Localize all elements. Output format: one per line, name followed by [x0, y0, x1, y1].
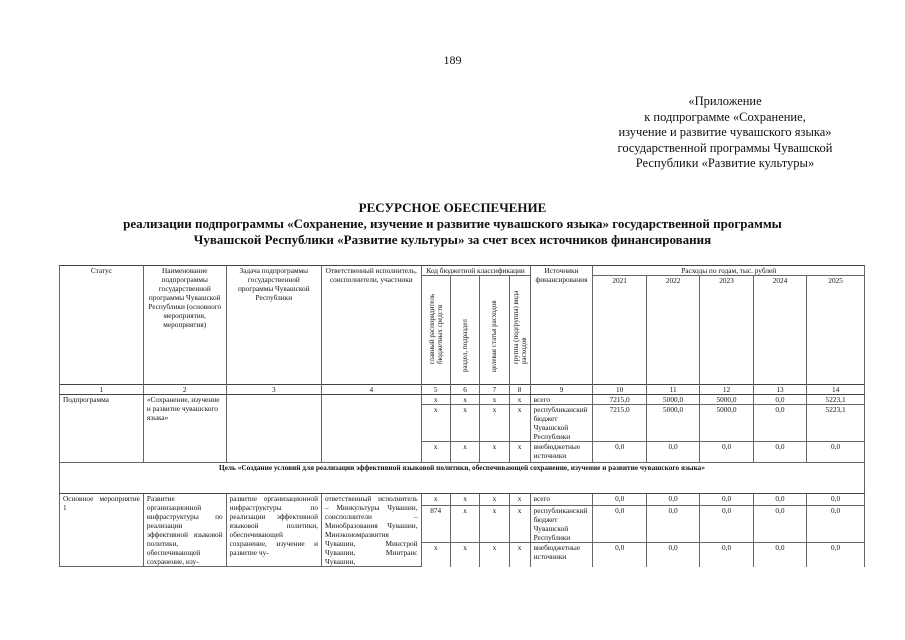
header-year: 2022	[646, 276, 699, 287]
page-number: 189	[443, 53, 462, 67]
column-number: 8	[509, 385, 530, 395]
header-code-col: группа (подгруппа) вида расходов	[509, 276, 530, 385]
appendix-line: изучение и развитие чувашского языка»	[618, 125, 832, 139]
document-title	[40, 200, 865, 248]
header-expenses: Расходы по годам, тыс. рублей	[593, 266, 865, 276]
row-source: всего	[530, 494, 593, 506]
row-source: внебюджетные источники	[530, 542, 593, 567]
goal-row	[60, 463, 865, 494]
title-line-3: Чувашской Республики «Развитие культуры» за счет всех источников финансирования	[193, 232, 712, 247]
appendix-line: государственной программы Чувашской	[617, 140, 833, 155]
row-responsible: ответственный исполнитель – Минкультуры Чувашии, соисполнители – Минобразования Чувашии, Минэкономразвития Чувашии, Минстрой Чувашии, Минтранс Чувашии,	[321, 494, 421, 567]
column-number: 13	[753, 385, 806, 395]
column-number: 10	[593, 385, 646, 395]
column-number: 11	[646, 385, 699, 395]
resource-table	[59, 265, 865, 567]
header-year: 2021	[593, 276, 646, 287]
table-row: х х х х внебюджетные источники 0,0 0,0 0,0 0,0 0,0	[60, 542, 865, 567]
column-number: 14	[807, 385, 865, 395]
header-year: 2024	[753, 276, 806, 287]
row-status: Основное мероприятие 1	[60, 494, 144, 567]
header-year: 2025	[807, 276, 865, 287]
table-row: х х х х внебюджетные источники 0,0 0,0 0,0 0,0 0,0	[60, 442, 865, 463]
header-row	[60, 266, 865, 276]
column-number: 4	[321, 385, 421, 395]
column-number: 5	[421, 385, 450, 395]
column-number-row	[60, 385, 865, 395]
header-code-col: целевая статья расходов	[480, 276, 509, 385]
column-number: 6	[450, 385, 479, 395]
header-code-col: раздел, подраздел	[450, 276, 479, 385]
table-row: Подпрограмма «Сохранение, изучение и развитие чувашского языка» х х х х всего 7215,0 5000,0 5000,0 0,0 5223,1	[60, 395, 865, 405]
header-sources: Источники финансирования	[530, 266, 593, 385]
goal-text: Цель «Создание условий для реализации эффективной языковой политики, обеспечивающей сохранение, изучение и развитие чувашского языка»	[60, 463, 865, 494]
column-number: 2	[143, 385, 226, 395]
column-number: 7	[480, 385, 509, 395]
column-number: 3	[226, 385, 321, 395]
column-number: 1	[60, 385, 144, 395]
header-code-col: главный распорядитель бюджетных средств	[421, 276, 450, 385]
appendix-line: «Приложение	[688, 94, 762, 108]
header-responsible: Ответственный исполнитель, соисполнители, участники	[321, 266, 421, 385]
row-task: развитие организационной инфраструктуры по реализации эффективной языковой политики, обеспечивающей сохранение, изучение и развитие чу-	[226, 494, 321, 567]
appendix-line: к подпрограмме «Сохранение,	[644, 109, 806, 124]
row-source: всего	[530, 395, 593, 405]
table-row: Основное мероприятие 1 Развитие организационной инфраструктуры по реализации эффективной языковой политики, обеспечивающей сохранение, изу- развитие организационной инфраструктуры по реализации эффективной языковой политики, обеспечивающей сохранение, изучение и развитие чу- ответственный исполнитель – Минкультуры Чувашии, соисполнители – Минобразования Чувашии, Минэкономразвития Чувашии, Минстрой Чувашии, Минтранс Чувашии, х х х х всего 0,0 0,0 0,0 0,0 0,0	[60, 494, 865, 506]
table-row: х х х х республиканский бюджет Чувашской Республики 7215,0 5000,0 5000,0 0,0 5223,1	[60, 405, 865, 442]
appendix-note	[560, 94, 890, 172]
table-row: 874 х х х республиканский бюджет Чувашской Республики 0,0 0,0 0,0 0,0 0,0	[60, 505, 865, 542]
column-number: 12	[700, 385, 753, 395]
row-source: республиканский бюджет Чувашской Республики	[530, 505, 593, 542]
row-status: Подпрограмма	[60, 395, 144, 463]
row-source: республиканский бюджет Чувашской Республики	[530, 405, 593, 442]
appendix-line: Республики «Развитие культуры»	[635, 156, 815, 170]
title-line-2: реализации подпрограммы «Сохранение, изучение и развитие чувашского языка» государственной программы	[123, 216, 782, 231]
row-source: внебюджетные источники	[530, 442, 593, 463]
row-name: «Сохранение, изучение и развитие чувашского языка»	[143, 395, 226, 463]
row-name: Развитие организационной инфраструктуры по реализации эффективной языковой политики, обеспечивающей сохранение, изу-	[143, 494, 226, 567]
column-number: 9	[530, 385, 593, 395]
title-line-1: РЕСУРСНОЕ ОБЕСПЕЧЕНИЕ	[358, 200, 547, 215]
header-status: Статус	[60, 266, 144, 385]
header-task: Задача подпрограммы государственной программы Чувашской Республики	[226, 266, 321, 385]
header-budget-code: Код бюджетной классификации	[421, 266, 530, 276]
header-name: Наименование подпрограммы государственной программы Чувашской Республики (основного мероприятия, мероприятия)	[143, 266, 226, 385]
header-year: 2023	[700, 276, 753, 287]
